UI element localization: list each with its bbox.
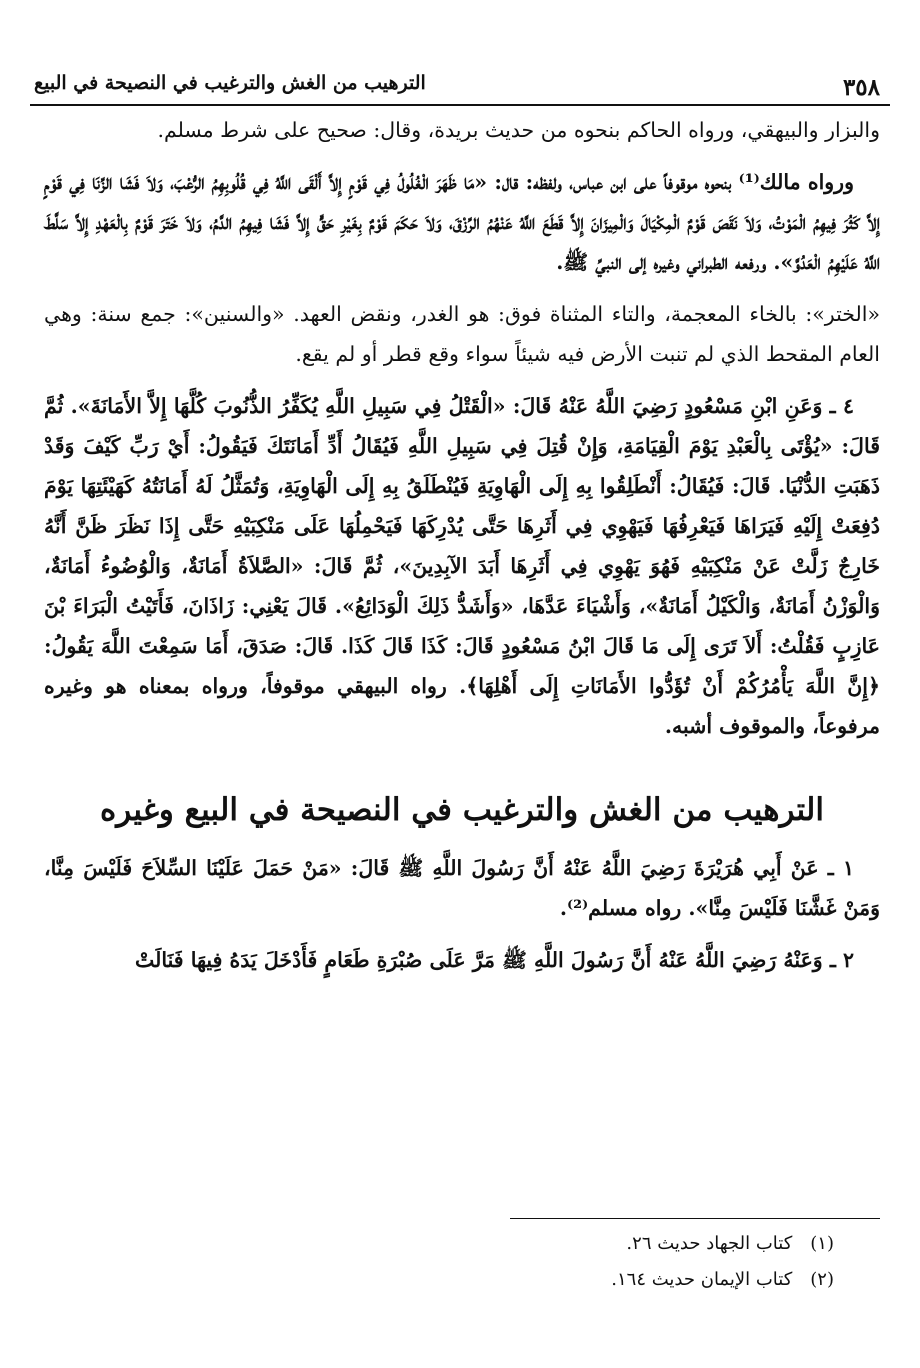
footnote-number: (١) <box>810 1233 834 1254</box>
page-body <box>44 110 880 992</box>
header-rule <box>30 104 890 106</box>
paragraph-hadith-1: ١ ـ عَنْ أَبِي هُرَيْرَةَ رَضِيَ اللَّهُ عَنْهُ أَنَّ رَسُولَ اللَّهِ ﷺ قَالَ: «مَنْ حَمَلَ عَلَيْنَا السِّلاَحَ فَلَيْسَ مِنَّا، وَمَنْ غَشَّنَا فَلَيْسَ مِنَّا». رواه مسلم⁽²⁾. <box>44 856 880 920</box>
paragraph-hadith-2: ٢ ـ وَعَنْهُ رَضِيَ اللَّهُ عَنْهُ أَنَّ رَسُولَ اللَّهِ ﷺ مَرَّ عَلَى صُبْرَةِ طَعَامٍ فَأَدْخَلَ يَدَهُ فِيهَا فَنَالَتْ <box>134 948 854 972</box>
footnote-text: كتاب الإيمان حديث ١٦٤. <box>611 1269 793 1290</box>
running-title: الترهيب من الغش والترغيب في النصيحة في البيع <box>34 72 426 94</box>
paragraph-hadith-4: ٤ ـ وَعَنِ ابْنِ مَسْعُودٍ رَضِيَ اللَّهُ عَنْهُ قَالَ: «الْقَتْلُ فِي سَبِيلِ اللَّهِ يُكَفِّرُ الذُّنُوبَ كُلَّهَا إِلاَّ الأَمَانَةَ». ثُمَّ قَالَ: «يُؤْتَى بِالْعَبْدِ يَوْمَ الْقِيَامَةِ، وَإِنْ قُتِلَ فِي سَبِيلِ اللَّهِ فَيُقَالُ أَدِّ أَمَانَتَكَ فَيَقُولُ: أَيْ رَبِّ كَيْفَ وَقَدْ ذَهَبَتِ الدُّنْيَا. قَالَ: فَيُقَالُ: أَنْطَلِقُوا بِهِ إِلَى الْهَاوِيَةِ فَيُنْطَلَقُ بِهِ إِلَى الْهَاوِيَةِ، وَتُمَثَّلُ لَهُ أَمَانَتُهُ كَهَيْئَتِهَا يَوْمَ دُفِعَتْ إِلَيْهِ فَيَرَاهَا فَيَعْرِفُهَا فَيَهْوِي فِي أَثَرِهَا حَتَّى يُدْرِكَهَا فَيَحْمِلُهَا عَلَى مَنْكِبَيْهِ حَتَّى إِذَا نَظَرَ ظَنَّ أَنَّهُ خَارِجٌ زَلَّتْ عَنْ مَنْكِبَيْهِ فَهُوَ يَهْوِي فِي أَثَرِهَا أَبَدَ الآبِدِينَ»، ثُمَّ قَالَ: «الصَّلاَةُ أَمَانَةٌ، وَالْوُضُوءُ أَمَانَةٌ، وَالْوَزْنُ أَمَانَةٌ، وَالْكَيْلُ أَمَانَةٌ»، وَأَشْيَاءَ عَدَّهَا، «وَأَشَدُّ ذَلِكَ الْوَدَائِعُ». قَالَ يَعْنِي: زَاذَانَ، فَأَتَيْتُ الْبَرَاءَ بْنَ عَازِبٍ فَقُلْتُ: أَلاَ تَرَى إِلَى مَا قَالَ ابْنُ مَسْعُودٍ قَالَ: كَذَا قَالَ كَذَا. قَالَ: صَدَقَ، أَمَا سَمِعْتَ اللَّهَ يَقُولُ: ﴿إِنَّ اللَّهَ يَأْمُرُكُمْ أَنْ تُؤَدُّوا الأَمَانَاتِ إِلَى أَهْلِهَا﴾. رواه البيهقي موقوفاً، ورواه بمعناه هو وغيره مرفوعاً، والموقوف أشبه. <box>44 394 880 738</box>
paragraph-continuation: والبزار والبيهقي، ورواه الحاكم بنحوه من حديث بريدة، وقال: صحيح على شرط مسلم. <box>157 118 880 142</box>
footnote-text: كتاب الجهاد حديث ٢٦. <box>626 1233 793 1254</box>
page-number: ٣٥٨ <box>842 74 880 101</box>
page-header <box>30 66 890 106</box>
footnote-rule <box>510 1218 880 1219</box>
footnote-number: (٢) <box>810 1269 834 1290</box>
section-title: الترهيب من الغش والترغيب في النصيحة في البيع وغيره <box>100 792 824 828</box>
paragraph-glossary: «الختر»: بالخاء المعجمة، والتاء المثناة فوق: هو الغدر، ونقض العهد. «والسنين»: جمع سنة: وهي العام المقحط الذي لم تنبت الأرض فيه شيئاً سواء وقع قطر أو لم يقع. <box>44 302 880 366</box>
footnote-1 <box>40 1226 834 1262</box>
paragraph-malik-narration: ورواه مالك⁽¹⁾ بنحوه موقوفاً على ابن عباس، ولفظه: قال: «مَا ظَهَرَ الْغُلُولُ فِي قَوْمٍ إِلاَّ أَلْقَى اللَّهُ فِي قُلُوبِهِمُ الرُّعْبَ، وَلاَ فَشَا الزِّنَا فِي قَوْمٍ إِلاَّ كَثُرَ فِيهِمُ الْمَوْتُ، وَلاَ نَقَصَ قَوْمٌ الْمِكْيَالَ وَالْمِيزَانَ إِلاَّ قَطَعَ اللَّهُ عَنْهُمُ الرِّزْقَ، وَلاَ حَكَمَ قَوْمٌ بِغَيْرِ حَقٍّ إِلاَّ فَشَا فِيهِمُ الدَّمُ، وَلاَ خَتَرَ قَوْمٌ بِالْعَهْدِ إِلاَّ سَلَّطَ اللَّهُ عَلَيْهِمُ الْعَدُوَّ». ورفعه الطبراني وغيره إلى النبيِّ ﷺ. <box>44 170 880 274</box>
footnotes <box>40 1226 834 1298</box>
footnote-2 <box>40 1262 834 1298</box>
